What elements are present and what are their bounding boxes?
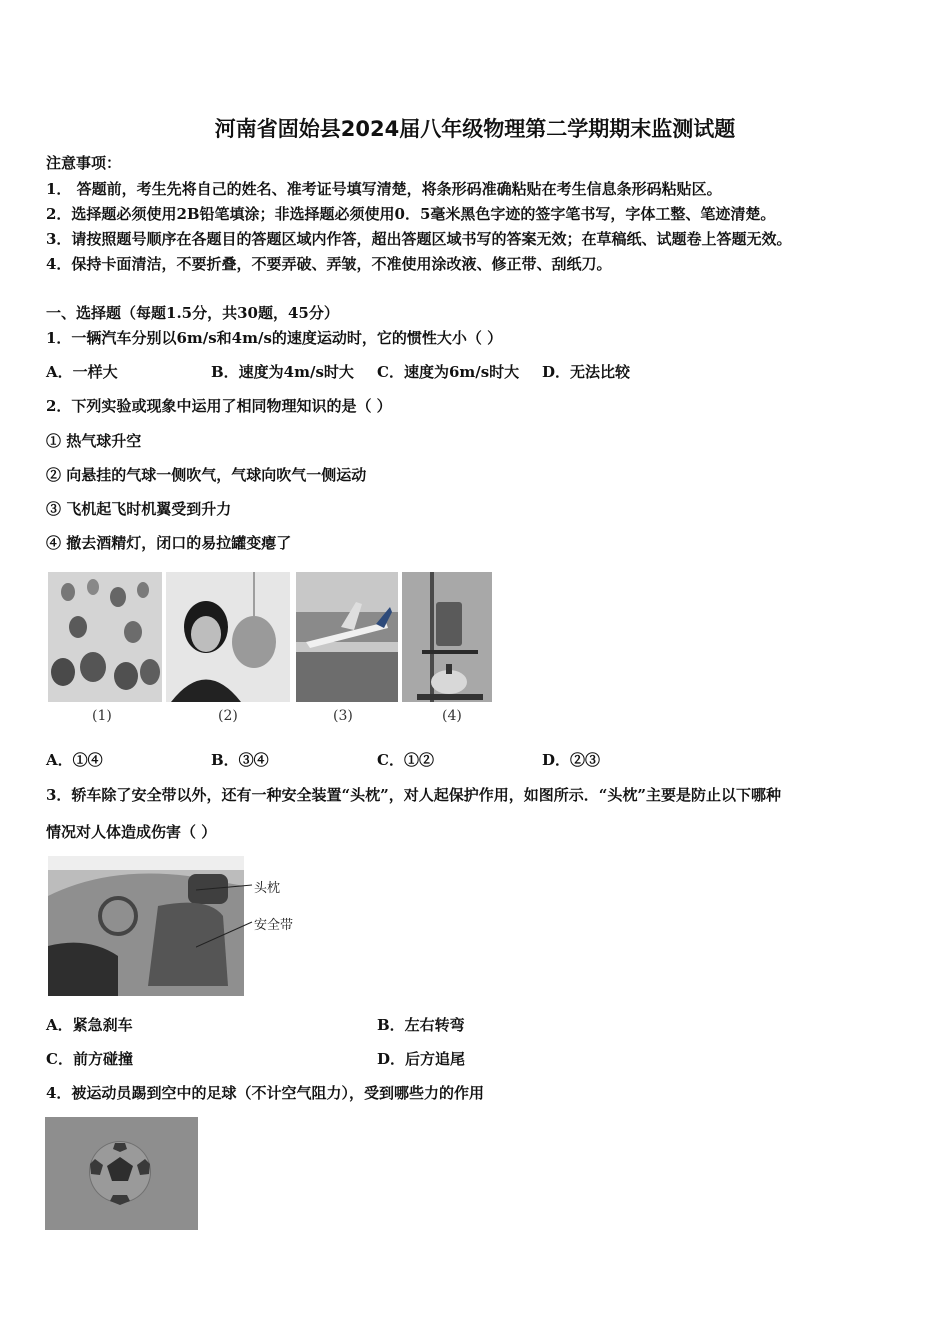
q2-item: ③ 飞机起飞时机翼受到升力: [46, 500, 232, 518]
notice-item: 1． 答题前，考生先将自己的姓名、准考证号填写清楚，将条形码准确粘贴在考生信息条形码粘贴区。: [46, 180, 722, 198]
q3-option-d: D．后方追尾: [377, 1050, 466, 1068]
q2-stem: 2．下列实验或现象中运用了相同物理知识的是（ ）: [46, 397, 392, 415]
headrest-label: 头枕: [254, 881, 281, 896]
q2-option-d: D．②③: [542, 751, 601, 769]
q3-option-c: C．前方碰撞: [46, 1050, 133, 1068]
figure-caption: (4): [442, 708, 462, 724]
q3-option-b: B．左右转弯: [377, 1016, 465, 1034]
figure-caption: (2): [218, 708, 238, 724]
airplane-takeoff-image: [296, 572, 398, 702]
q2-option-c: C．①②: [377, 751, 434, 769]
figure-leader-lines: [196, 870, 256, 980]
q1-option-c: C．速度为6m/s时大: [377, 363, 520, 381]
q1-option-a: A．一样大: [46, 363, 118, 381]
q2-item: ① 热气球升空: [46, 432, 142, 450]
hot-air-balloons-image: [48, 572, 162, 702]
notice-item: 4．保持卡面清洁，不要折叠，不要弄破、弄皱，不准使用涂改液、修正带、刮纸刀。: [46, 255, 612, 273]
can-heating-image: [402, 572, 492, 702]
soccer-ball-image: [45, 1117, 198, 1230]
figure-caption: (3): [333, 708, 353, 724]
figure-caption: (1): [92, 708, 112, 724]
q3-stem: 3．轿车除了安全带以外，还有一种安全装置“头枕”，对人起保护作用，如图所示．“头枕”主要是防止以下哪种: [46, 786, 781, 804]
notice-heading: 注意事项：: [46, 154, 122, 172]
q3-stem-continued: 情况对人体造成伤害（ ）: [46, 823, 217, 841]
seatbelt-label: 安全带: [254, 918, 294, 933]
page-title: 河南省固始县2024届八年级物理第二学期期末监测试题: [214, 117, 736, 141]
q1-option-d: D．无法比较: [542, 363, 631, 381]
notice-item: 2．选择题必须使用2B铅笔填涂；非选择题必须使用0．5毫米黑色字迹的签字笔书写，字体工整、笔迹清楚。: [46, 205, 776, 223]
q2-item: ④ 撤去酒精灯，闭口的易拉罐变瘪了: [46, 534, 292, 552]
q4-stem: 4．被运动员踢到空中的足球（不计空气阻力），受到哪些力的作用: [46, 1084, 484, 1102]
q2-option-b: B．③④: [211, 751, 269, 769]
q1-option-b: B．速度为4m/s时大: [211, 363, 354, 381]
q2-option-a: A．①④: [46, 751, 103, 769]
q3-option-a: A．紧急刹车: [46, 1016, 133, 1034]
q2-item: ② 向悬挂的气球一侧吹气，气球向吹气一侧运动: [46, 466, 367, 484]
section-heading: 一、选择题（每题1.5分，共30题，45分）: [46, 304, 339, 322]
balloon-blowing-image: [166, 572, 290, 702]
notice-item: 3．请按照题号顺序在各题目的答题区域内作答，超出答题区域书写的答案无效；在草稿纸、试题卷上答题无效。: [46, 230, 792, 248]
q1-stem: 1．一辆汽车分别以6m/s和4m/s的速度运动时，它的惯性大小（ ）: [46, 329, 503, 347]
